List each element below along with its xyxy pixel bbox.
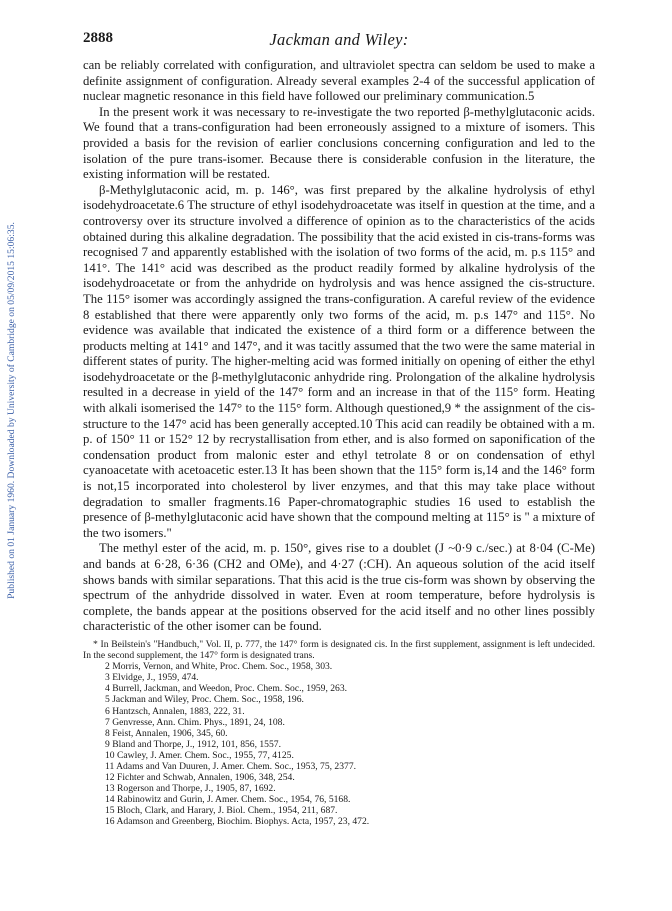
paragraph-2: In the present work it was necessary to re-investigate the two reported β-methylglutaconic acids. We found that a trans-configuration had been erroneously assigned to a mixture of isomers. This provided a basis for the revision of earlier conclusions concerning configuration and led to the isolation of the pure trans-isomer. Because there is considerable confusion in the literature, the existing information will be restated. [83,104,595,182]
reference-item: 9 Bland and Thorpe, J., 1912, 101, 856, 1557. [105,738,281,750]
reference-item: 15 Bloch, Clark, and Harary, J. Biol. Chem., 1954, 211, 687. [105,805,338,817]
reference-item: 5 Jackman and Wiley, Proc. Chem. Soc., 1958, 196. [105,694,304,706]
reference-item: 10 Cawley, J. Amer. Chem. Soc., 1955, 77, 4125. [105,749,294,761]
reference-item: 2 Morris, Vernon, and White, Proc. Chem. Soc., 1958, 303. [105,661,333,673]
reference-item: 3 Elvidge, J., 1959, 474. [105,672,199,684]
reference-list [83,661,595,827]
page-number: 2888 [83,30,113,46]
footnotes [83,639,595,828]
body-text [83,58,595,635]
reference-item: 16 Adamson and Greenberg, Biochim. Biophys. Acta, 1957, 23, 472. [105,816,370,828]
download-watermark [4,150,18,670]
reference-item: 7 Genvresse, Ann. Chim. Phys., 1891, 24, 108. [105,716,285,728]
reference-item: 13 Rogerson and Thorpe, J., 1905, 87, 1692. [105,783,276,795]
reference-item: 4 Burrell, Jackman, and Weedon, Proc. Chem. Soc., 1959, 263. [105,683,348,695]
paragraph-3: β-Methylglutaconic acid, m. p. 146°, was first prepared by the alkaline hydrolysis of ethyl isodehydroacetate.6 The structure of ethyl isodehydroacetate was itself in question at the time, and a controversy over its structure involved a difference of opinion as to the characteristics of the acids obtained during this alkaline degradation. The possibility that the acid existed in cis-trans-forms was recognised 7 and apparently established with the isolation of two forms of the acid, m. p.s 115° and 141°. The 141° acid was described as the product readily formed by alkaline hydrolysis of the isodehydroacetate or from the anhydride on hydrolysis and was hence assigned the cis-structure. The 115° isomer was accordingly assigned the trans-configuration. A careful review of the evidence 8 established that there were apparently only two forms of the acid, m. p.s 147° and 115°. No evidence was available that indicated the existence of a third form or a difference between the products melting at 141° and 147°, and it was tacitly assumed that the two were the same material in different states of purity. The higher-melting acid was formed initially on opening of either the ethyl isodehydroacetate or the β-methylglutaconic anhydride ring. Prolongation of the alkaline hydrolysis resulted in a decrease in yield of the 147° form and an increase in that of the 115° form. Heating with alkali isomerised the 147° to the 115° form. Although questioned,9 * the assignment of the cis-structure to the 147° acid has been generally accepted.10 This acid can readily be obtained with a m. p. of 150° 11 or 152° 12 by recrystallisation from ether, and is also formed on saponification of the condensation product from malonic ester and ethyl tetrolate 8 or on condensation of ethyl cyanoacetate with acetoacetic ester.13 It has been shown that the 115° form is,14 and the 146° form is not,15 incorporated into cholesterol by liver enzymes, and that this may take place without degradation to smaller fragments.16 Paper-chromatographic studies 16 used to establish the presence of β-methylglutaconic acid have shown that the compound melting at 115° is " a mixture of the two isomers." [83,182,595,540]
reference-item: 14 Rabinowitz and Gurin, J. Amer. Chem. Soc., 1954, 76, 5168. [105,794,351,806]
paragraph-1: can be reliably correlated with configuration, and ultraviolet spectra can seldom be used to make a definite assignment of configuration. Already several examples 2-4 of the successful application of nuclear magnetic resonance in this field have followed our preliminary communication.5 [83,58,595,104]
reference-item: 6 Hantzsch, Annalen, 1883, 222, 31. [105,705,245,717]
footnote-star: * In Beilstein's "Handbuch," Vol. II, p. 777, the 147° form is designated cis. In the first supplement, assignment is left undecided. In the second supplement, the 147° form is designated trans. [83,638,595,662]
reference-item: 11 Adams and Van Duuren, J. Amer. Chem. Soc., 1953, 75, 2377. [105,761,357,772]
download-watermark-text: Published on 01 January 1960. Downloaded by University of Cambridge on 05/09/2015 15:06:35. [5,221,17,599]
reference-item: 8 Feist, Annalen, 1906, 345, 60. [105,727,228,739]
reference-item: 12 Fichter and Schwab, Annalen, 1906, 348, 254. [105,772,295,784]
page-header [83,30,595,52]
journal-page [83,30,595,828]
running-head: Jackman and Wiley: [269,30,409,49]
paragraph-4: The methyl ester of the acid, m. p. 150°, gives rise to a doublet (J ~0·9 c./sec.) at 8·04 (C-Me) and bands at 6·28, 6·36 (CH2 and OMe), and 4·27 (:CH). An aqueous solution of the acid itself shows bands with similar separations. That this acid is the true cis-form was shown by observing the spectrum of the anhydride dissolved in water. Even at room temperature, before hydrolysis is complete, the bands appear at the positions observed for the acid itself and no other lines possibly characteristic of the other isomer can be found. [83,541,595,634]
